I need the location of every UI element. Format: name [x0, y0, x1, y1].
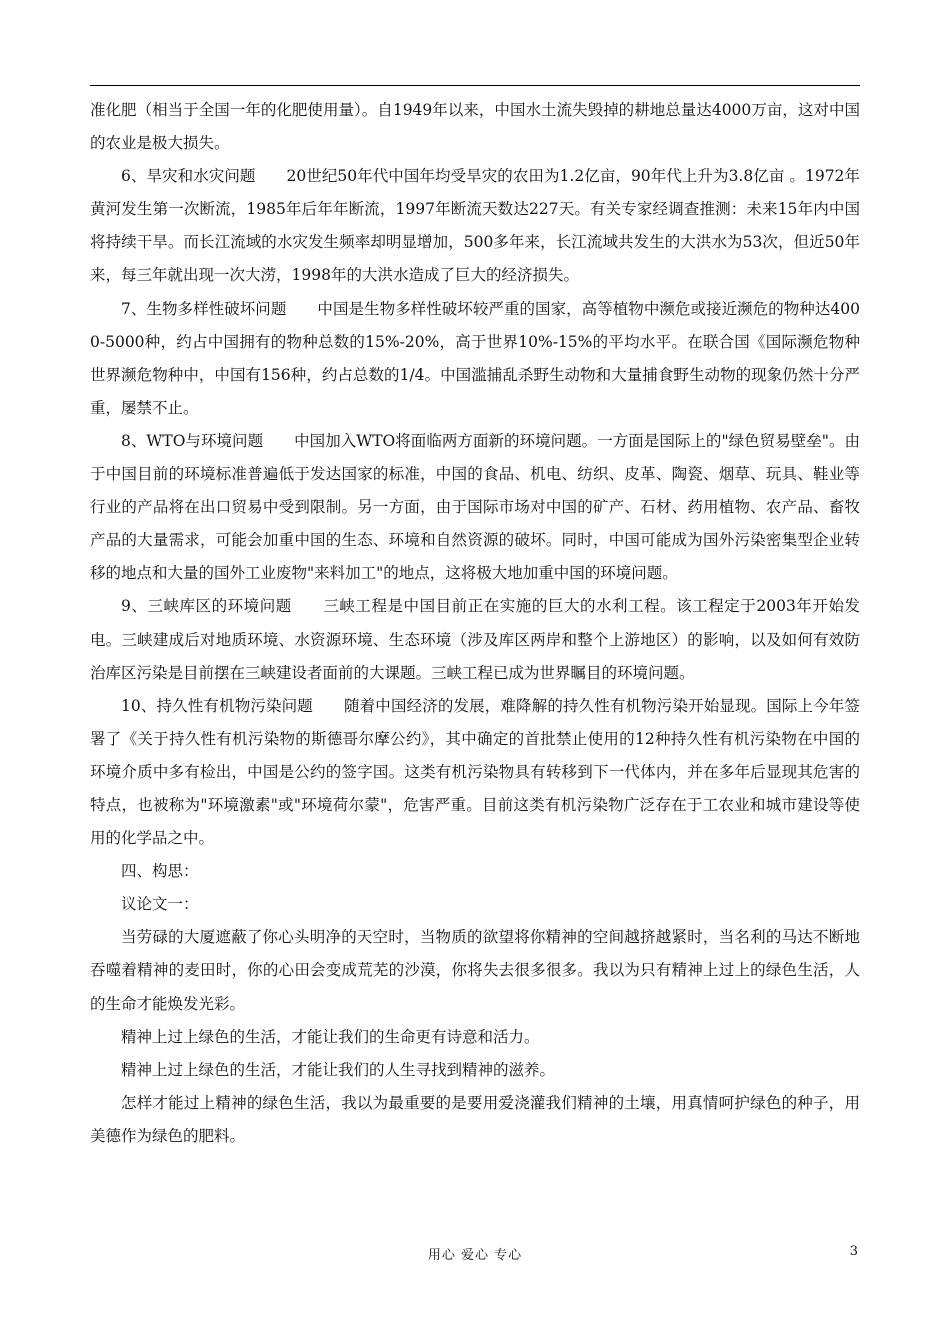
section-heading: 8、WTO与环境问题 [121, 431, 264, 450]
section-heading: 6、旱灾和水灾问题 [121, 167, 256, 186]
section-heading: 7、生物多样性破坏问题 [121, 299, 287, 318]
section-text: 中国加入WTO将面临两方面新的环境问题。一方面是国际上的"绿色贸易壁垒"。由于中国目前的环境标准普遍低于发达国家的标准，中国的食品、机电、纺织、皮革、陶瓷、烟草、玩具、鞋业等行业的产品将在出口贸易中受到限制。另一方面，由于国际市场对中国的矿产、石材、药用植物、农产品、畜牧产品的大量需求，可能会加重中国的生态、环境和自然资源的破坏。同时，中国可能成为国外污染密集型企业转移的地点和大量的国外工业废物"来料加工"的地点，这将极大地加重中国的环境问题。 [90, 431, 860, 583]
paragraph-wto [90, 425, 860, 590]
section-text: 中国是生物多样性破坏较严重的国家，高等植物中濒危或接近濒危的物种达4000-5000种，约占中国拥有的物种总数的15%-20%，高于世界10%-15%的平均水平。在联合国《国际濒危物种世界濒危物种中，中国有156种，约占总数的1/4。中国滥捕乱杀野生动物和大量捕食野生动物的现象仍然十分严重，屡禁不止。 [90, 299, 860, 417]
essay-paragraph: 当劳碌的大厦遮蔽了你心头明净的天空时，当物质的欲望将你精神的空间越挤越紧时，当名利的马达不断地吞噬着精神的麦田时，你的心田会变成荒芜的沙漠，你将失去很多很多。我以为只有精神上过上的绿色生活，人的生命才能焕发光彩。 [90, 928, 860, 1013]
section-heading: 9、三峡库区的环境问题 [121, 597, 292, 616]
section-title-conception: 四、构思： [121, 862, 199, 881]
paragraph-biodiversity [90, 293, 860, 425]
paragraph-persistent-pollutants [90, 690, 860, 855]
paragraph-three-gorges [90, 590, 860, 689]
document-body [90, 94, 860, 1153]
header-rule [90, 85, 860, 86]
page-footer [0, 1244, 950, 1264]
section-text: 随着中国经济的发展，难降解的持久性有机物污染开始显现。国际上今年签署了《关于持久性有机污染物的斯德哥尔摩公约》，其中确定的首批禁止使用的12种持久性有机污染物在中国的环境介质中多有检出，中国是公约的签字国。这类有机污染物具有转移到下一代体内，并在多年后显现其危害的特点，也被称为"环境激素"或"环境荷尔蒙"，危害严重。目前这类有机污染物广泛存在于工农业和城市建设等使用的化学品之中。 [90, 696, 860, 848]
paragraph-drought-flood [90, 160, 860, 292]
section-text: 三峡工程是中国目前正在实施的巨大的水利工程。该工程定于2003年开始发电。三峡建成后对地质环境、水资源环境、生态环境（涉及库区两岸和整个上游地区）的影响，以及如何有效防治库区污染是目前摆在三峡建设者面前的大课题。三峡工程已成为世界瞩目的环境问题。 [90, 597, 860, 682]
essay-paragraph: 精神上过上绿色的生活，才能让我们的人生寻找到精神的滋养。 [121, 1060, 556, 1079]
essay-paragraph: 精神上过上绿色的生活，才能让我们的生命更有诗意和活力。 [121, 1027, 540, 1046]
page-number: 3 [849, 1244, 858, 1259]
paragraph-continued: 准化肥（相当于全国一年的化肥使用量）。自1949年以来，中国水土流失毁掉的耕地总量达4000万亩，这对中国的农业是极大损失。 [90, 101, 860, 153]
essay-paragraph: 怎样才能过上精神的绿色生活，我以为最重要的是要用爱浇灌我们精神的土壤，用真情呵护绿色的种子，用美德作为绿色的肥料。 [90, 1093, 860, 1145]
footer-motto: 用心 爱心 专心 [427, 1248, 523, 1263]
section-text: 20世纪50年代中国年均受旱灾的农田为1.2亿亩，90年代上升为3.8亿亩 。1972年黄河发生第一次断流，1985年后年年断流，1997年断流天数达227天。有关专家经调查推测：未来15年内中国将持续干旱。而长江流域的水灾发生频率却明显增加，500多年来，长江流域共发生的大洪水为53次，但近50年来，每三年就出现一次大涝，1998年的大洪水造成了巨大的经济损失。 [90, 167, 860, 285]
essay-label: 议论文一： [121, 895, 199, 914]
section-heading: 10、持久性有机物污染问题 [121, 696, 313, 715]
